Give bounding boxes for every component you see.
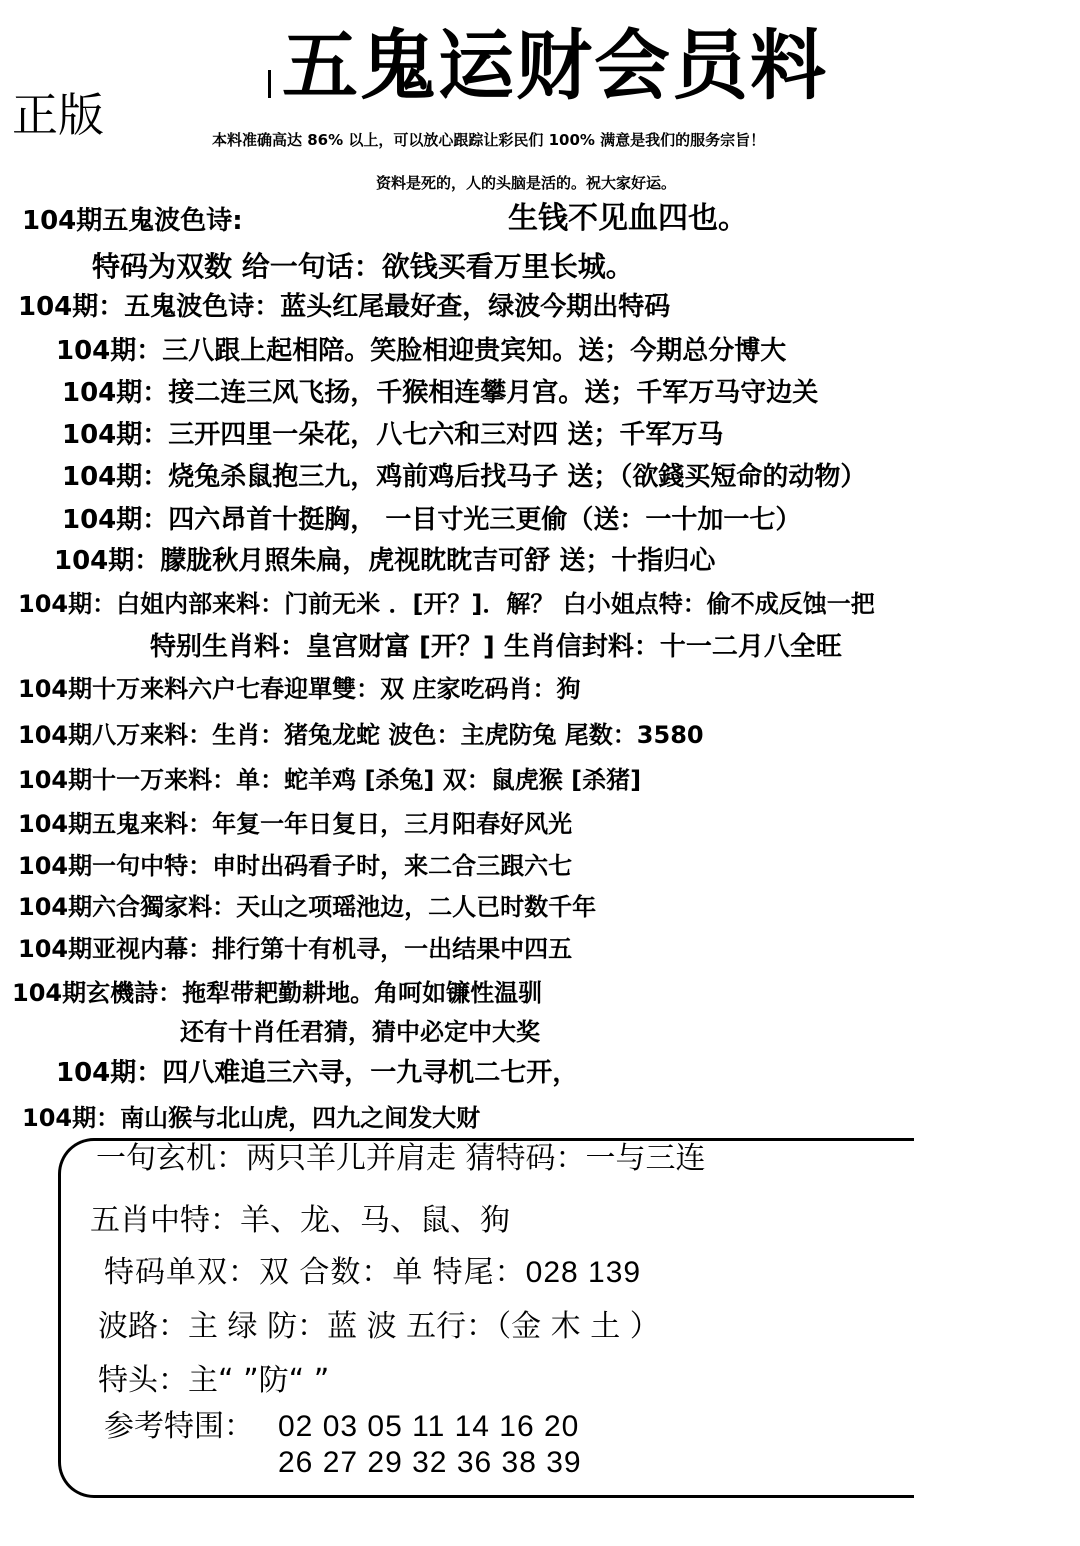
line-8: 104期：四六昂首十挺胸， 一目寸光三更偷（送：一十加一七） (62, 505, 802, 535)
line-11: 特别生肖料：皇宫财富 [开？] 生肖信封料：十一二月八全旺 (150, 632, 842, 662)
line-6: 104期：三开四里一朵花，八七六和三对四 送；千军万马 (62, 420, 724, 450)
line-10: 104期：白姐内部来料：门前无米 ．[开？]．解？ 白小姐点特：偷不成反蚀一把 (18, 590, 875, 618)
line-13: 104期八万来料：生肖：猪兔龙蛇 波色：主虎防兔 尾数：3580 (18, 721, 704, 749)
box-range-row-1: 02 03 05 11 14 16 20 (278, 1410, 580, 1443)
box-range-label: 参考特围： (104, 1409, 254, 1444)
line-5: 104期：接二连三风飞扬，千猴相连攀月宫。送；千军万马守边关 (62, 378, 819, 408)
line-21: 104期：四八难追三六寻，一九寻机二七开， (56, 1058, 579, 1088)
line-15: 104期五鬼来料：年复一年日复日，三月阳春好风光 (18, 810, 573, 838)
line-16: 104期一句中特：申时出码看子时，来二合三跟六七 (18, 852, 573, 880)
box-riddle-line: 一句玄机：两只羊儿并肩走 猜特码：一与三连 (96, 1141, 706, 1176)
line-18: 104期亚视内幕：排行第十有机寻，一出结果中四五 (18, 935, 573, 963)
box-wave-elements: 波路：主 绿 防：蓝 波 五行：（金 木 土 ） (98, 1309, 660, 1344)
box-range-row-2: 26 27 29 32 36 38 39 (278, 1446, 582, 1479)
line-3: 104期：五鬼波色诗：蓝头红尾最好查，绿波今期出特码 (18, 292, 671, 322)
line-4: 104期：三八跟上起相陪。笑脸相迎贵宾知。送；今期总分博大 (56, 336, 787, 366)
page-title: 五鬼运财会员料 (282, 21, 828, 110)
line-7: 104期：烧兔杀鼠抱三九，鸡前鸡后找马子 送；（欲錢买短命的动物） (62, 462, 867, 492)
line-1-poem: 生钱不见血四也。 (508, 201, 748, 236)
line-2: 特码为双数 给一句话：欲钱买看万里长城。 (92, 250, 634, 283)
accuracy-note: 本料准确高达 86% 以上，可以放心跟踪让彩民们 100% 满意是我们的服务宗旨！ (212, 131, 766, 149)
line-12: 104期十万来料六户七春迎單雙：双 庄家吃码肖：狗 (18, 675, 581, 703)
title-left-bar (268, 70, 271, 98)
edition-label: 正版 (12, 88, 104, 142)
line-19: 104期玄機詩：拖犁带耙勤耕地。角呵如镰性温驯 (12, 979, 543, 1007)
line-22: 104期：南山猴与北山虎，四九之间发大财 (22, 1104, 481, 1132)
box-five-zodiac: 五肖中特：羊、龙、马、鼠、狗 (90, 1203, 510, 1238)
line-9: 104期：朦胧秋月照朱扁，虎视眈眈吉可舒 送；十指归心 (54, 546, 716, 576)
box-head: 特头：主“ ”防“ ” (98, 1363, 330, 1398)
box-odd-even: 特码单双：双 合数：单 特尾：028 139 (104, 1256, 642, 1289)
line-1-label: 104期五鬼波色诗: (22, 206, 243, 236)
line-20: 还有十肖任君猜，猜中必定中大奖 (180, 1018, 540, 1046)
luck-note: 资料是死的，人的头脑是活的。祝大家好运。 (376, 174, 677, 192)
line-17: 104期六合獨家料：天山之项瑶池边，二人已时数千年 (18, 893, 597, 921)
line-14: 104期十一万来料：单：蛇羊鸡 [杀兔] 双：鼠虎猴 [杀猪] (18, 766, 642, 794)
